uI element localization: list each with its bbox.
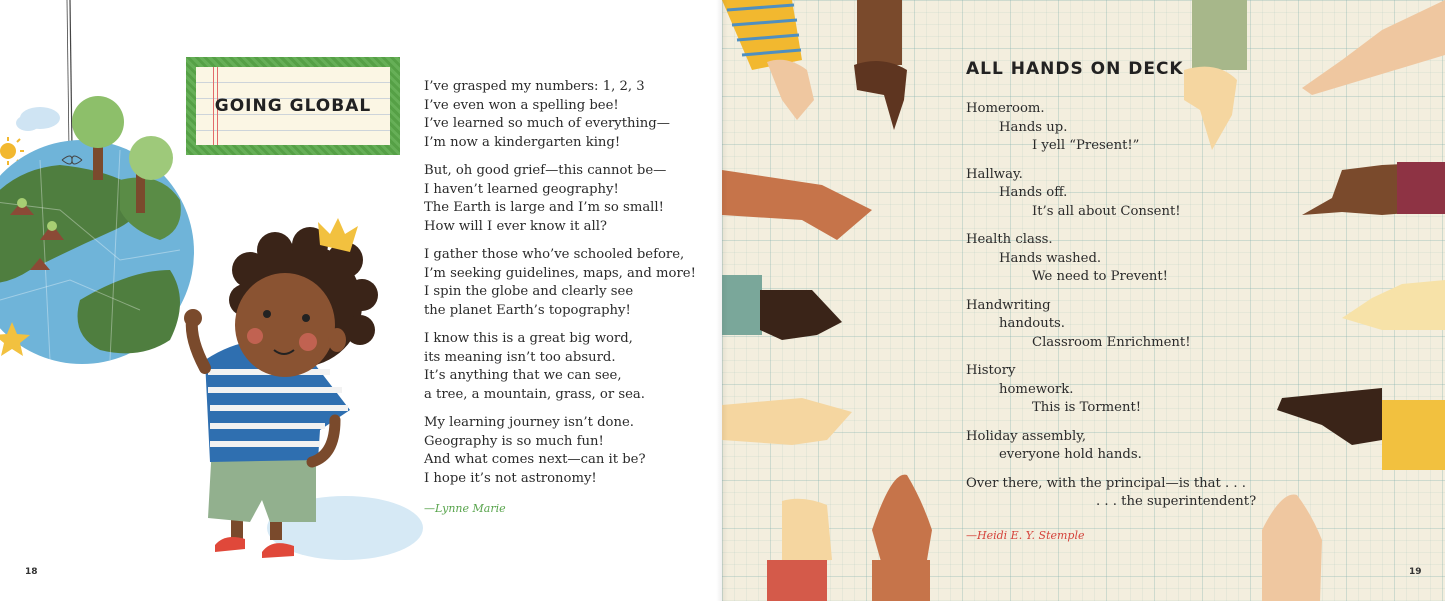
poem-line: Homeroom. — [966, 101, 1045, 116]
poem-line: homework. — [999, 381, 1074, 397]
poem-line: Handwriting — [966, 297, 1051, 313]
poem-line: I haven’t learned geography! — [424, 181, 619, 197]
stanza — [424, 414, 696, 488]
poem-line: Health class. — [966, 232, 1053, 247]
poem-line: the planet Earth’s topography! — [424, 302, 631, 318]
poem-title: ALL HANDS ON DECK — [966, 59, 1184, 79]
poem-line: a tree, a mountain, grass, or sea. — [424, 386, 645, 402]
poem-line: I hope it’s not astronomy! — [424, 470, 597, 486]
stanza — [966, 475, 1256, 512]
book-gutter — [716, 0, 728, 601]
stanza — [424, 330, 696, 404]
poem-line: But, oh good grief—this cannot be— — [424, 163, 667, 178]
poem-title: GOING GLOBAL — [214, 96, 372, 116]
stanza — [966, 297, 1256, 353]
stanza — [966, 100, 1256, 156]
poem-line: Hallway. — [966, 166, 1023, 182]
going-global-title-card — [186, 57, 400, 155]
poem-line: its meaning isn’t too absurd. — [424, 349, 616, 365]
poem-line: handouts. — [999, 316, 1065, 331]
poem-line: History — [966, 363, 1016, 378]
poem-line: The Earth is large and I’m so small! — [424, 200, 664, 215]
poem-line: everyone hold hands. — [999, 447, 1142, 462]
poem-line: Hands up. — [999, 119, 1068, 135]
stanza — [966, 428, 1256, 465]
stanza — [966, 231, 1256, 287]
poem-line: Classroom Enrichment! — [1032, 334, 1191, 350]
going-global-poem — [424, 78, 696, 498]
all-hands-on-deck-poem — [966, 100, 1256, 522]
poem-line: It’s anything that we can see, — [424, 368, 622, 383]
poem-line: I gather those who’ve schooled before, — [424, 247, 685, 262]
poem-line: I’m now a kindergarten king! — [424, 134, 621, 150]
poem-line: It’s all about Consent! — [1032, 203, 1181, 219]
poem-line: I yell “Present!” — [1032, 138, 1140, 153]
left-page — [0, 0, 722, 601]
poem-line: Hands off. — [999, 185, 1068, 200]
poem-line: I’m seeking guidelines, maps, and more! — [424, 265, 696, 281]
poem-line: I’ve even won a spelling bee! — [424, 97, 619, 113]
author-credit: —Heidi E. Y. Stemple — [966, 529, 1085, 542]
stanza — [424, 246, 696, 320]
author-credit: —Lynne Marie — [424, 502, 506, 515]
poem-line: This is Torment! — [1032, 400, 1142, 415]
stanza — [966, 362, 1256, 418]
poem-line: I spin the globe and clearly see — [424, 284, 634, 299]
poem-line: I’ve grasped my numbers: 1, 2, 3 — [424, 79, 645, 94]
poem-line: I’ve learned so much of everything— — [424, 116, 670, 131]
page-number: 18 — [25, 567, 38, 577]
notebook-paper — [196, 67, 390, 145]
poem-line: Holiday assembly, — [966, 428, 1087, 444]
poem-line: And what comes next—can it be? — [424, 452, 646, 467]
poem-line: Hands washed. — [999, 250, 1102, 266]
stanza — [966, 166, 1256, 222]
poem-line: We need to Prevent! — [1032, 269, 1168, 284]
stanza — [424, 162, 696, 236]
poem-line: . . . the superintendent? — [1096, 494, 1257, 509]
page-number: 19 — [1409, 567, 1422, 577]
poem-line: How will I ever know it all? — [424, 218, 607, 234]
poem-line: I know this is a great big word, — [424, 331, 633, 346]
poem-line: My learning journey isn’t done. — [424, 415, 634, 430]
poem-line: Over there, with the principal—is that . . . — [966, 475, 1246, 491]
stanza — [424, 78, 696, 152]
poem-line: Geography is so much fun! — [424, 433, 604, 449]
